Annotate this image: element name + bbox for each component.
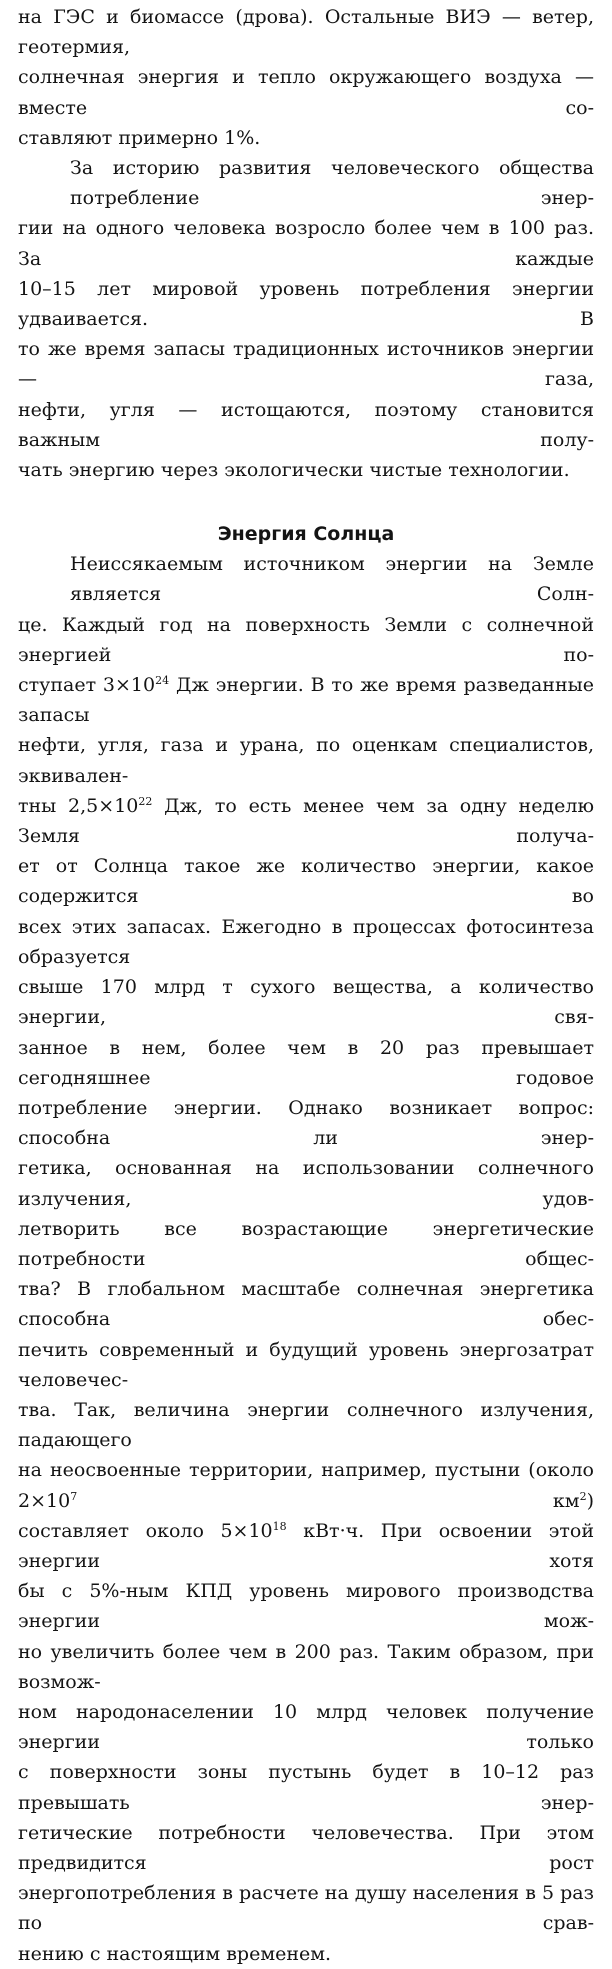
text-line: це. Каждый год на поверхность Земли с солнечной энергией по- (18, 613, 594, 666)
text-line: ном народонаселении 10 млрд человек получение энергии только (18, 1700, 594, 1754)
text-line: с поверхности зоны пустынь будет в 10–12 раз превышать энер- (18, 1761, 594, 1814)
text-line (18, 670, 594, 730)
text-line: потребление энергии. Однако возникает вопрос: способна ли энер- (18, 1096, 594, 1150)
text-line: тва. Так, величина энергии солнечного излучения, падающего (18, 1398, 594, 1452)
text-fragment: Дж, то есть менее чем за одну неделю Земля получа- (18, 794, 594, 848)
text-fragment: Дж энергии. В то же время разведанные запасы (18, 674, 594, 727)
text-line: энергопотребления в расчете на душу населения в 5 раз по срав- (18, 1882, 594, 1935)
text-fragment: ступает 3×10 (18, 674, 156, 697)
text-line: свыше 170 млрд т сухого вещества, а количество энергии, свя- (18, 976, 594, 1029)
text-line: но увеличить более чем в 200 раз. Таким образом, при возмож- (18, 1640, 594, 1693)
text-line (18, 1455, 594, 1515)
exponent: 2 (579, 1489, 587, 1503)
text-line: занное в нем, более чем в 20 раз превышает сегодняшнее годовое (18, 1036, 594, 1089)
text-fragment: кВт·ч. При освоении этой энергии хотя (18, 1519, 594, 1572)
text-line: бы с 5%-ным КПД уровень мирового производства энергии мож- (18, 1580, 594, 1633)
text-fragment: ) (586, 1489, 594, 1512)
text-line: Неиссякаемым источником энергии на Земле является Солн- (70, 553, 594, 606)
text-line: ставляют примерно 1%. (18, 126, 261, 149)
exponent: 18 (272, 1519, 287, 1533)
paragraph-solar-energy (18, 549, 594, 1969)
text-line (18, 1516, 594, 1576)
text-line: чать энергию через экологически чистые технологии. (18, 459, 570, 482)
text-line: За историю развития человеческого общества потребление энер- (70, 157, 594, 210)
text-line: печить современный и будущий уровень энергозатрат человечес- (18, 1338, 594, 1391)
text-line: гетика, основанная на использовании солнечного излучения, удов- (18, 1157, 594, 1210)
text-line: летворить все возрастающие энергетические потребности общес- (18, 1217, 594, 1270)
section-heading: Энергия Солнца (217, 523, 395, 546)
text-line: 10–15 лет мировой уровень потребления энергии удваивается. В (18, 277, 594, 331)
text-fragment: тны 2,5×10 (18, 794, 139, 817)
text-fragment: составляет около 5×10 (18, 1519, 273, 1542)
paragraph-energy-consumption (18, 153, 594, 485)
text-line (18, 791, 594, 851)
text-line: гетические потребности человечества. При этом предвидится рост (18, 1821, 594, 1874)
text-fragment: на неосвоенные территории, например, пустыни (около 2×10 (18, 1459, 594, 1512)
text-fragment: км (77, 1489, 580, 1512)
text-line: солнечная энергия и тепло окружающего воздуха — вместе со- (18, 66, 594, 119)
text-line: нению с настоящим временем. (18, 1942, 332, 1965)
text-line: ет от Солнца такое же количество энергии, какое содержится во (18, 855, 594, 908)
text-line: гии на одного человека возросло более чем в 100 раз. За каждые (18, 217, 594, 270)
exponent: 7 (70, 1489, 78, 1503)
exponent: 22 (138, 794, 153, 808)
text-line: на ГЭС и биомассе (дрова). Остальные ВИЭ — ветер, геотермия, (18, 6, 594, 59)
document-page (18, 2, 594, 1969)
exponent: 24 (155, 674, 170, 688)
intro-paragraph (18, 2, 594, 153)
text-line: тва? В глобальном масштабе солнечная энергетика способна обес- (18, 1278, 594, 1331)
text-line: нефти, угля — истощаются, поэтому становится важным полу- (18, 398, 594, 451)
text-line: нефти, угля, газа и урана, по оценкам специалистов, эквивален- (18, 734, 594, 787)
text-line: то же время запасы традиционных источников энергии — газа, (18, 338, 594, 391)
text-line: всех этих запасах. Ежегодно в процессах фотосинтеза образуется (18, 915, 594, 968)
section-spacer (18, 485, 594, 519)
